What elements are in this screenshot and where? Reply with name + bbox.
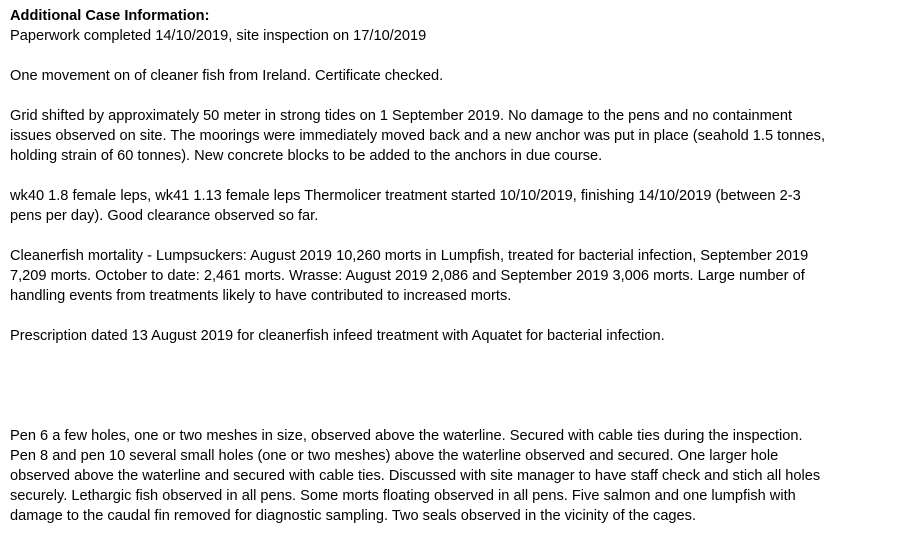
lice-treatment-paragraph: wk40 1.8 female leps, wk41 1.13 female leps Thermolicer treatment started 10/10/2019, finishing 14/10/2019 (between 2-3 pens per day). Good clearance observed so far. — [10, 188, 801, 224]
section-heading: Additional Case Information: — [10, 8, 210, 24]
cleanerfish-mortality-paragraph: Cleanerfish mortality - Lumpsuckers: August 2019 10,260 morts in Lumpfish, treated for bacterial infection, September 2019 7,209 morts. October to date: 2,461 morts. Wrasse: August 2019 2,086 and September 2019 3,006 morts. Large number of handling events from treatments likely to have contributed to increased morts. — [10, 248, 809, 304]
cleaner-fish-movement-paragraph: One movement on of cleaner fish from Ireland. Certificate checked. — [10, 68, 444, 84]
paperwork-paragraph: Paperwork completed 14/10/2019, site inspection on 17/10/2019 — [10, 28, 427, 44]
spacer — [10, 346, 905, 426]
spacer — [10, 306, 905, 326]
grid-shift-paragraph: Grid shifted by approximately 50 meter in strong tides on 1 September 2019. No damage to the pens and no containment issues observed on site. The moorings were immediately moved back and a new anchor was put in place (seahold 1.5 tonnes, holding strain of 60 tonnes). New concrete blocks to be added to the anchors in due course. — [10, 108, 825, 164]
spacer — [10, 166, 905, 186]
pen-inspection-paragraph: Pen 6 a few holes, one or two meshes in size, observed above the waterline. Secured with cable ties during the inspection. Pen 8 and pen 10 several small holes (one or two meshes) above the waterline observed and secured. One larger hole observed above the waterline and secured with cable ties. Discussed with site manager to have staff check and stich all holes securely. Lethargic fish observed in all pens. Some morts floating observed in all pens. Five salmon and one lumpfish with damage to the caudal fin removed for diagnostic sampling. Two seals observed in the vicinity of the cages. — [10, 428, 821, 524]
case-information-document — [10, 6, 905, 526]
spacer — [10, 86, 905, 106]
spacer — [10, 226, 905, 246]
prescription-paragraph: Prescription dated 13 August 2019 for cleanerfish infeed treatment with Aquatet for bacterial infection. — [10, 328, 665, 344]
spacer — [10, 46, 905, 66]
